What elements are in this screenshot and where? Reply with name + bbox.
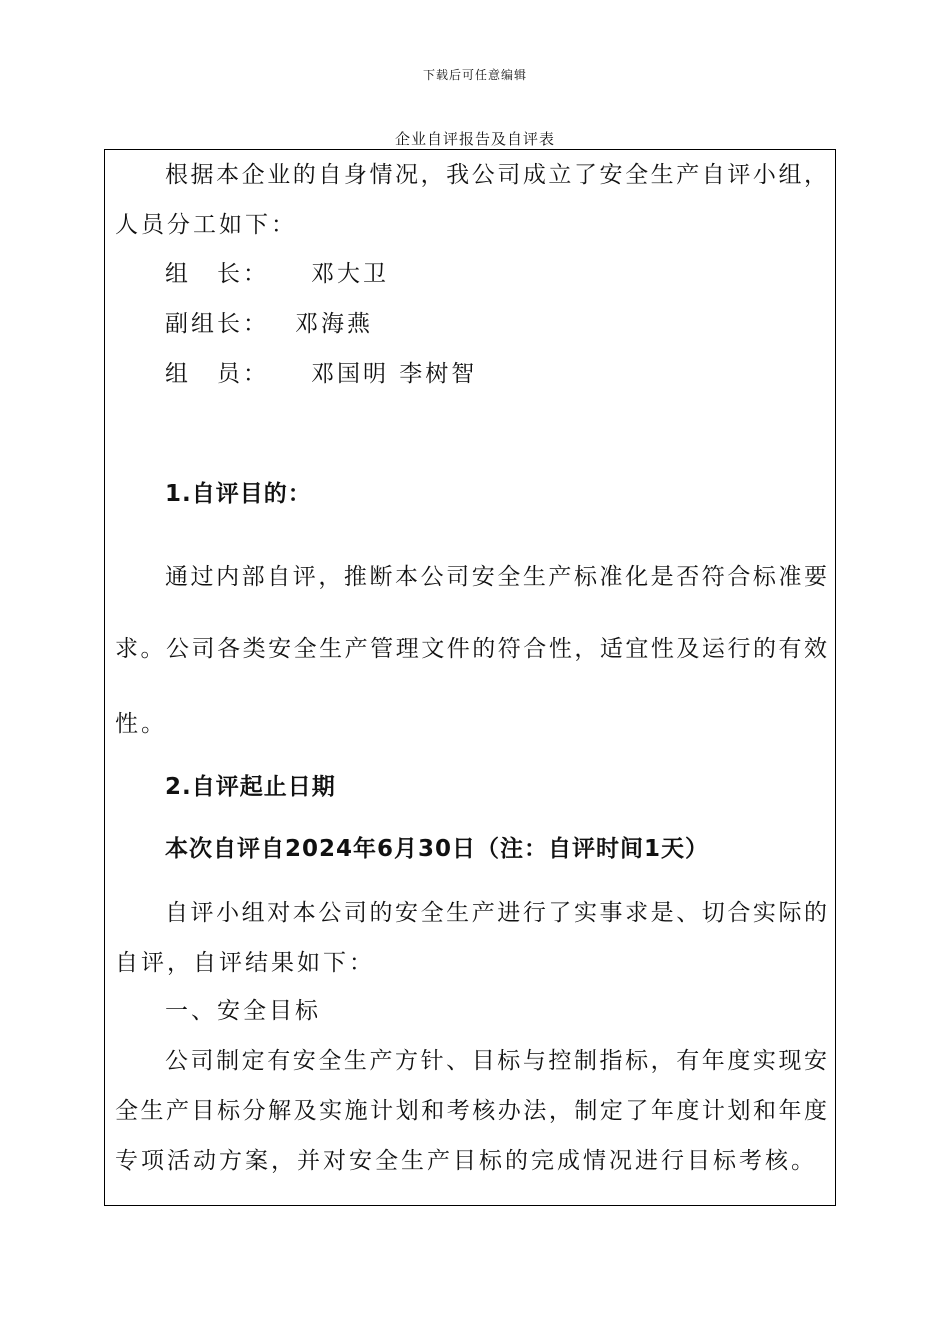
section1-line-1: 通过内部自评，推断本公司安全生产标准化是否符合标准要: [165, 564, 827, 590]
team-deputy-row: [165, 309, 373, 339]
section1-heading: 1.自评目的：: [165, 481, 312, 507]
team-members-names: 邓国明 李树智: [311, 361, 478, 387]
intro-line-1: 根据本企业的自身情况，我公司成立了安全生产自评小组，: [165, 162, 827, 188]
team-deputy-name: 邓海燕: [295, 311, 373, 337]
team-leader-row: [165, 259, 389, 289]
section1-line-2: 求。公司各类安全生产管理文件的符合性，适宜性及运行的有效: [115, 636, 827, 662]
team-members-row: [165, 359, 477, 389]
team-leader-label: 组 长：: [165, 261, 269, 287]
result-line-1: 自评小组对本公司的安全生产进行了实事求是、切合实际的: [165, 900, 827, 926]
part1-line-1: 公司制定有安全生产方针、目标与控制指标，有年度实现安: [165, 1048, 827, 1074]
part1-line-3: 专项活动方案，并对安全生产目标的完成情况进行目标考核。: [115, 1148, 817, 1174]
part1-line-2: 全生产目标分解及实施计划和考核办法，制定了年度计划和年度: [115, 1098, 827, 1124]
document-title: 企业自评报告及自评表: [394, 130, 555, 148]
team-leader-name: 邓大卫: [311, 261, 389, 287]
team-deputy-label: 副组长：: [165, 311, 269, 337]
section1-line-3: 性。: [115, 711, 167, 737]
team-members-label: 组 员：: [165, 361, 269, 387]
section2-heading: 2.自评起止日期: [165, 774, 336, 800]
part1-heading: 一、安全目标: [165, 998, 321, 1024]
intro-line-2: 人员分工如下：: [115, 212, 297, 238]
result-line-2: 自评，自评结果如下：: [115, 950, 375, 976]
section2-date-line: 本次自评自2024年6月30日（注：自评时间1天）: [165, 836, 710, 862]
header-note: 下载后可任意编辑: [422, 68, 527, 82]
